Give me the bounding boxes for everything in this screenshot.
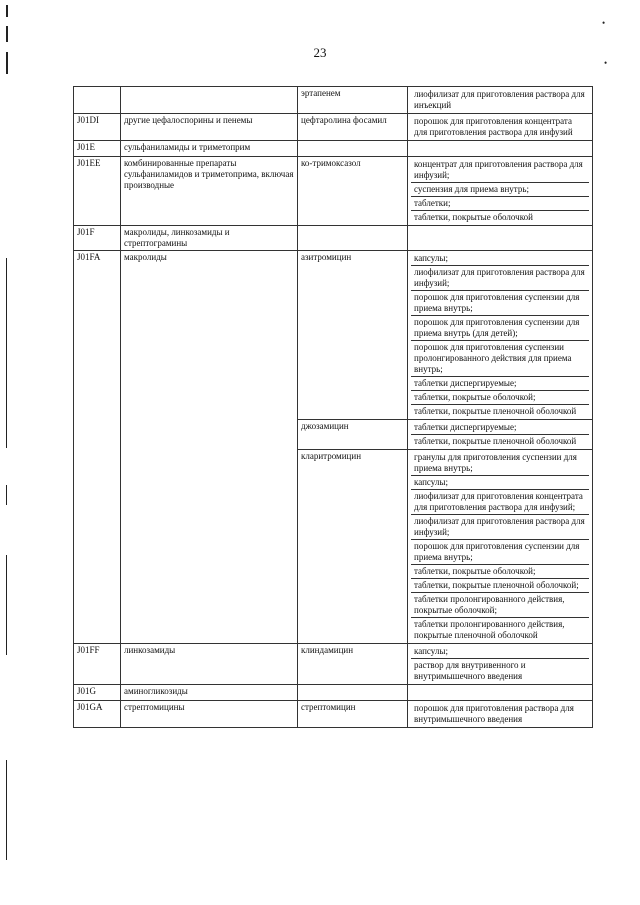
- scan-margin-mark: [6, 555, 7, 655]
- dosage-forms-cell: [408, 141, 593, 157]
- page-number: 23: [313, 45, 327, 60]
- group-name-cell: другие цефалоспорины и пенемы: [121, 114, 298, 141]
- drug-name-cell: джозамицин: [298, 420, 408, 450]
- dosage-forms-cell: [408, 157, 593, 226]
- table-row: [74, 701, 593, 728]
- drug-name-cell: [298, 141, 408, 157]
- dosage-forms-cell: [408, 450, 593, 644]
- drug-name-cell: клиндамицин: [298, 644, 408, 685]
- table-row: [74, 226, 593, 251]
- dosage-form-item: таблетки, покрытые пленочной оболочкой: [414, 436, 577, 446]
- drug-name-cell: [298, 226, 408, 251]
- dosage-form-item: таблетки, покрытые пленочной оболочкой: [414, 406, 577, 416]
- atc-code-cell: [74, 87, 121, 114]
- atc-code-cell: J01EE: [74, 157, 121, 226]
- drug-name-cell: стрептомицин: [298, 701, 408, 728]
- dosage-form-item: раствор для внутривенного и внутримышечного введения: [414, 660, 526, 681]
- drug-name-cell: азитромицин: [298, 251, 408, 420]
- atc-code-cell: J01F: [74, 226, 121, 251]
- dosage-form-item: лиофилизат для приготовления раствора для инфузий;: [411, 515, 589, 540]
- dosage-form-item: порошок для приготовления суспензии пролонгированного действия для приема внутрь;: [411, 341, 589, 377]
- table-row: [74, 251, 593, 420]
- dosage-form-item: лиофилизат для приготовления концентрата для приготовления раствора для инфузий;: [411, 490, 589, 515]
- dosage-form-item: таблетки пролонгированного действия, покрытые оболочкой;: [411, 593, 589, 618]
- scan-speck: •: [602, 18, 606, 28]
- dosage-forms-cell: [408, 87, 593, 114]
- dosage-form-item: порошок для приготовления суспензии для приема внутрь;: [411, 291, 589, 316]
- drug-name-cell: ко-тримоксазол: [298, 157, 408, 226]
- dosage-form-item: таблетки, покрытые пленочной оболочкой;: [411, 579, 589, 593]
- dosage-form-item: [411, 227, 589, 240]
- group-name-cell: аминогликозиды: [121, 685, 298, 701]
- dosage-form-item: лиофилизат для приготовления раствора для инфузий;: [411, 266, 589, 291]
- drug-table: [73, 86, 593, 728]
- drug-name-cell: эртапенем: [298, 87, 408, 114]
- table-row: [74, 157, 593, 226]
- scan-margin-mark: [6, 258, 7, 448]
- scan-margin-mark: [6, 26, 8, 42]
- dosage-form-item: таблетки диспергируемые;: [411, 421, 589, 435]
- atc-code-cell: J01FA: [74, 251, 121, 644]
- drug-name-cell: цефтаролина фосамил: [298, 114, 408, 141]
- atc-code-cell: J01GA: [74, 701, 121, 728]
- group-name-cell: сульфаниламиды и триметоприм: [121, 141, 298, 157]
- table-row: [74, 644, 593, 685]
- dosage-forms-cell: [408, 251, 593, 420]
- dosage-forms-cell: [408, 420, 593, 450]
- dosage-form-item: порошок для приготовления концентрата для приготовления раствора для инфузий: [414, 116, 573, 137]
- group-name-cell: линкозамиды: [121, 644, 298, 685]
- dosage-form-item: концентрат для приготовления раствора для инфузий;: [411, 158, 589, 183]
- dosage-forms-cell: [408, 226, 593, 251]
- group-name-cell: макролиды, линкозамиды и стрептограмины: [121, 226, 298, 251]
- dosage-form-item: таблетки пролонгированного действия, покрытые пленочной оболочкой: [414, 619, 565, 640]
- dosage-form-item: суспензия для приема внутрь;: [411, 183, 589, 197]
- dosage-form-item: таблетки диспергируемые;: [411, 377, 589, 391]
- dosage-form-item: [411, 142, 589, 155]
- scan-margin-mark: [6, 485, 7, 505]
- dosage-form-item: таблетки;: [411, 197, 589, 211]
- dosage-form-item: таблетки, покрытые оболочкой;: [411, 391, 589, 405]
- scan-margin-mark: [6, 760, 7, 860]
- dosage-form-item: порошок для приготовления суспензии для приема внутрь (для детей);: [411, 316, 589, 341]
- dosage-form-item: порошок для приготовления раствора для внутримышечного введения: [414, 703, 574, 724]
- dosage-forms-cell: [408, 701, 593, 728]
- table-row: [74, 141, 593, 157]
- scan-margin-mark: [6, 5, 8, 17]
- atc-code-cell: J01E: [74, 141, 121, 157]
- group-name-cell: [121, 87, 298, 114]
- table-row: [74, 685, 593, 701]
- dosage-form-item: капсулы;: [411, 645, 589, 659]
- dosage-form-item: капсулы;: [411, 252, 589, 266]
- drug-name-cell: кларитромицин: [298, 450, 408, 644]
- dosage-form-item: таблетки, покрытые оболочкой;: [411, 565, 589, 579]
- dosage-form-item: [411, 686, 589, 699]
- dosage-form-item: таблетки, покрытые оболочкой: [414, 212, 533, 222]
- dosage-form-item: капсулы;: [411, 476, 589, 490]
- group-name-cell: комбинированные препараты сульфаниламидов и триметоприма, включая производные: [121, 157, 298, 226]
- drug-name-cell: [298, 685, 408, 701]
- group-name-cell: макролиды: [121, 251, 298, 644]
- dosage-forms-cell: [408, 114, 593, 141]
- dosage-form-item: лиофилизат для приготовления раствора для инъекций: [414, 89, 585, 110]
- table-row: [74, 114, 593, 141]
- group-name-cell: стрептомицины: [121, 701, 298, 728]
- dosage-forms-cell: [408, 644, 593, 685]
- dosage-forms-cell: [408, 685, 593, 701]
- dosage-form-item: гранулы для приготовления суспензии для приема внутрь;: [411, 451, 589, 476]
- dosage-form-item: порошок для приготовления суспензии для приема внутрь;: [411, 540, 589, 565]
- table-row: [74, 87, 593, 114]
- atc-code-cell: J01G: [74, 685, 121, 701]
- atc-code-cell: J01DI: [74, 114, 121, 141]
- scan-speck: •: [604, 58, 608, 68]
- atc-code-cell: J01FF: [74, 644, 121, 685]
